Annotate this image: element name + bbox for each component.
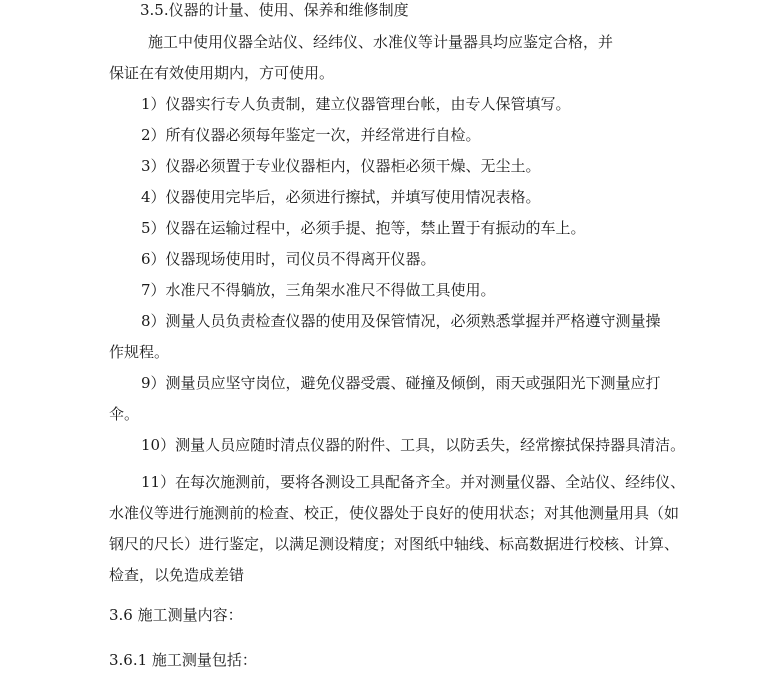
list-item-continuation: 伞。 [109, 405, 140, 423]
list-item: 6）仪器现场使用时，司仪员不得离开仪器。 [141, 250, 436, 268]
list-item: 2）所有仪器必须每年鉴定一次，并经常进行自检。 [141, 126, 481, 144]
section-title: 3.6 施工测量内容： [109, 606, 243, 624]
subsection-title: 3.6.1 施工测量包括： [109, 651, 257, 669]
list-item: 10）测量人员应随时清点仪器的附件、工具，以防丢失，经常擦拭保持器具清洁。 [141, 436, 686, 454]
list-item: 7）水准尺不得躺放，三角架水准尺不得做工具使用。 [141, 281, 496, 299]
list-item-continuation: 检查，以免造成差错 [109, 566, 245, 584]
list-item: 1）仪器实行专人负责制，建立仪器管理台帐，由专人保管填写。 [141, 95, 571, 113]
list-item: 8）测量人员负责检查仪器的使用及保管情况，必须熟悉掌握并严格遵守测量操 [141, 312, 661, 330]
list-item: 5）仪器在运输过程中，必须手提、抱等，禁止置于有振动的车上。 [141, 219, 586, 237]
list-item: 3）仪器必须置于专业仪器柜内，仪器柜必须干燥、无尘土。 [141, 157, 541, 175]
list-item-continuation: 钢尺的尺长）进行鉴定，以满足测设精度；对图纸中轴线、标高数据进行校核、计算、 [109, 535, 680, 553]
intro-paragraph-line: 施工中使用仪器全站仪、经纬仪、水准仪等计量器具均应鉴定合格，并 [148, 33, 614, 51]
intro-paragraph-line: 保证在有效使用期内，方可使用。 [109, 64, 335, 82]
list-item: 11）在每次施测前，要将各测设工具配备齐全。并对测量仪器、全站仪、经纬仪、 [141, 473, 686, 491]
list-item-continuation: 水准仪等进行施测前的检查、校正，使仪器处于良好的使用状态；对其他测量用具（如 [109, 504, 680, 522]
list-item-continuation: 作规程。 [109, 343, 170, 361]
list-item: 9）测量员应坚守岗位，避免仪器受震、碰撞及倾倒，雨天或强阳光下测量应打 [141, 374, 661, 392]
section-title: 3.5.仪器的计量、使用、保养和维修制度 [140, 1, 409, 19]
list-item: 4）仪器使用完毕后，必须进行擦拭，并填写使用情况表格。 [141, 188, 541, 206]
